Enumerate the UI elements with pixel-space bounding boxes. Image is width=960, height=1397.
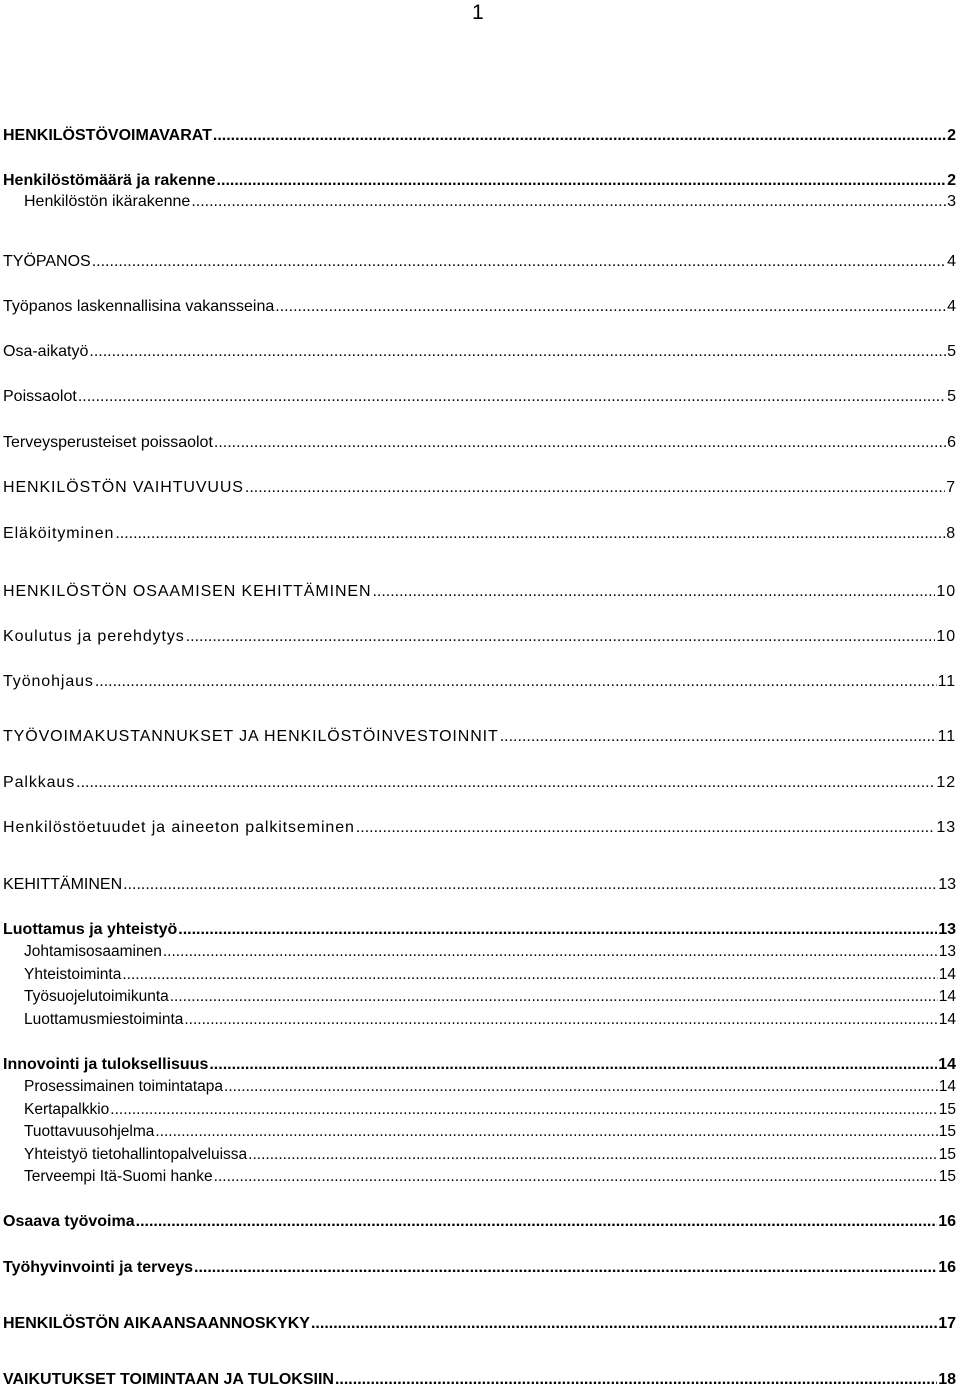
toc-entry[interactable]: [24, 942, 956, 962]
toc-entry-title: VAIKUTUKSET TOIMINTAAN JA TULOKSIIN: [3, 1371, 334, 1388]
toc-entry-title: Henkilöstöetuudet ja aineeton palkitseminen: [3, 819, 355, 836]
toc-entry[interactable]: [3, 672, 956, 692]
toc-entry-title: Henkilöstömäärä ja rakenne: [3, 172, 216, 189]
toc-entry-title: Innovointi ja tuloksellisuus: [3, 1056, 209, 1073]
toc-entry-page: 14: [938, 1011, 956, 1028]
toc-entry[interactable]: [3, 1258, 956, 1278]
toc-entry-title: Luottamusmiestoiminta: [24, 1011, 184, 1028]
toc-entry[interactable]: [24, 1167, 956, 1187]
toc-entry-title: Työpanos laskennallisina vakansseina: [3, 298, 275, 315]
toc-entry[interactable]: [24, 1145, 956, 1165]
toc-dot-leader: [311, 1314, 937, 1334]
toc-entry[interactable]: [3, 342, 956, 362]
toc-entry-title: Kertapalkkio: [24, 1101, 110, 1118]
toc-dot-leader: [213, 126, 946, 146]
toc-entry[interactable]: [24, 1100, 956, 1120]
toc-dot-leader: [170, 987, 938, 1007]
toc-dot-leader: [123, 875, 937, 895]
toc-dot-leader: [178, 920, 937, 940]
toc-entry-title: Henkilöstön ikärakenne: [24, 193, 191, 210]
toc-dot-leader: [115, 524, 945, 544]
toc-entry-page: 2: [947, 127, 956, 144]
toc-entry-page: 18: [938, 1371, 956, 1388]
toc-dot-leader: [191, 192, 946, 212]
toc-entry-page: 10: [936, 583, 956, 600]
toc-dot-leader: [76, 773, 935, 793]
toc-entry-title: Johtamisosaaminen: [24, 943, 162, 960]
toc-entry[interactable]: [3, 478, 956, 498]
toc-entry-title: HENKILÖSTÖN VAIHTUVUUS: [3, 479, 244, 496]
toc-dot-leader: [184, 1010, 937, 1030]
toc-entry[interactable]: [3, 773, 956, 793]
toc-dot-leader: [275, 297, 946, 317]
toc-entry[interactable]: [3, 297, 956, 317]
toc-dot-leader: [155, 1122, 937, 1142]
toc-entry-page: 8: [946, 525, 956, 542]
toc-dot-leader: [224, 1077, 938, 1097]
toc-entry-title: Luottamus ja yhteistyö: [3, 921, 178, 938]
toc-dot-leader: [110, 1100, 937, 1120]
toc-dot-leader: [78, 387, 946, 407]
toc-entry-page: 4: [947, 298, 956, 315]
toc-entry-title: Prosessimainen toimintatapa: [24, 1078, 224, 1095]
toc-entry-title: Työnohjaus: [3, 673, 94, 690]
toc-entry-page: 13: [938, 876, 956, 893]
toc-entry-page: 13: [938, 943, 956, 960]
toc-entry[interactable]: [3, 524, 956, 544]
toc-entry[interactable]: [3, 171, 956, 191]
toc-entry[interactable]: [24, 192, 956, 212]
toc-entry-page: 16: [938, 1213, 956, 1230]
toc-entry-title: Eläköityminen: [3, 525, 115, 542]
toc-entry-page: 4: [947, 253, 956, 270]
toc-dot-leader: [95, 672, 937, 692]
toc-dot-leader: [163, 942, 938, 962]
toc-dot-leader: [500, 727, 937, 747]
toc-entry-page: 11: [937, 673, 956, 690]
toc-entry-page: 11: [937, 728, 956, 745]
toc-entry[interactable]: [3, 1370, 956, 1390]
toc-entry[interactable]: [3, 818, 956, 838]
toc-entry-title: Poissaolot: [3, 388, 77, 405]
toc-dot-leader: [217, 171, 947, 191]
toc-entry-title: Yhteistoiminta: [24, 966, 122, 983]
toc-entry-title: Tuottavuusohjelma: [24, 1123, 155, 1140]
toc-entry[interactable]: [24, 965, 956, 985]
toc-entry-page: 5: [947, 343, 956, 360]
toc-entry-title: Työsuojelutoimikunta: [24, 988, 169, 1005]
toc-entry-title: Yhteistyö tietohallintopalveluissa: [24, 1146, 248, 1163]
toc-entry-title: Palkkaus: [3, 774, 76, 791]
toc-entry[interactable]: [24, 1077, 956, 1097]
toc-entry-page: 5: [947, 388, 956, 405]
toc-entry[interactable]: [3, 433, 956, 453]
toc-entry-title: TYÖVOIMAKUSTANNUKSET JA HENKILÖSTÖINVESTOINNIT: [3, 728, 499, 745]
toc-entry-page: 7: [946, 479, 956, 496]
toc-entry-page: 17: [938, 1315, 956, 1332]
toc-entry-title: Osa-aikatyö: [3, 343, 89, 360]
toc-entry[interactable]: [3, 582, 956, 602]
toc-dot-leader: [356, 818, 936, 838]
toc-entry[interactable]: [3, 920, 956, 940]
toc-entry-page: 14: [938, 966, 956, 983]
toc-entry-page: 10: [936, 628, 956, 645]
toc-dot-leader: [122, 965, 937, 985]
toc-dot-leader: [372, 582, 935, 602]
toc-dot-leader: [245, 478, 945, 498]
toc-entry-title: TYÖPANOS: [3, 253, 91, 270]
toc-entry[interactable]: [3, 875, 956, 895]
toc-entry[interactable]: [3, 1055, 956, 1075]
toc-dot-leader: [335, 1370, 937, 1390]
toc-entry-page: 14: [938, 1056, 956, 1073]
toc-entry[interactable]: [3, 1314, 956, 1334]
toc-entry-title: Osaava työvoima: [3, 1213, 135, 1230]
toc-entry-page: 3: [947, 193, 956, 210]
toc-entry-page: 15: [938, 1146, 956, 1163]
toc-dot-leader: [89, 342, 946, 362]
toc-entry[interactable]: [3, 727, 956, 747]
toc-entry-page: 14: [938, 1078, 956, 1095]
toc-entry[interactable]: [3, 1212, 956, 1232]
toc-entry-page: 2: [947, 172, 956, 189]
toc-entry[interactable]: [3, 387, 956, 407]
toc-entry-page: 12: [936, 774, 956, 791]
toc-entry[interactable]: [3, 126, 956, 146]
toc-entry-page: 13: [936, 819, 956, 836]
page-number: 1: [472, 1, 484, 24]
toc-entry[interactable]: [24, 987, 956, 1007]
toc-dot-leader: [194, 1258, 937, 1278]
toc-entry-page: 15: [938, 1123, 956, 1140]
toc-entry-title: HENKILÖSTÖN AIKAANSAANNOSKYKY: [3, 1315, 310, 1332]
toc-entry[interactable]: [24, 1122, 956, 1142]
toc-entry-page: 15: [938, 1168, 956, 1185]
toc-entry-page: 15: [938, 1101, 956, 1118]
toc-entry[interactable]: [3, 627, 956, 647]
toc-entry-title: Työhyvinvointi ja terveys: [3, 1259, 193, 1276]
toc-dot-leader: [209, 1055, 937, 1075]
toc-dot-leader: [248, 1145, 938, 1165]
toc-entry[interactable]: [24, 1010, 956, 1030]
toc-dot-leader: [92, 252, 946, 272]
toc-entry-title: Terveysperusteiset poissaolot: [3, 434, 213, 451]
toc-entry-page: 16: [938, 1259, 956, 1276]
toc-entry-page: 13: [938, 921, 956, 938]
toc-entry-title: HENKILÖSTÖVOIMAVARAT: [3, 127, 212, 144]
toc-entry-page: 6: [947, 434, 956, 451]
toc-entry-title: KEHITTÄMINEN: [3, 876, 123, 893]
toc-entry-title: Terveempi Itä-Suomi hanke: [24, 1168, 213, 1185]
toc-entry-page: 14: [938, 988, 956, 1005]
toc-entry-title: HENKILÖSTÖN OSAAMISEN KEHITTÄMINEN: [3, 583, 372, 600]
toc-entry-title: Koulutus ja perehdytys: [3, 628, 185, 645]
toc-entry[interactable]: [3, 252, 956, 272]
toc-dot-leader: [214, 433, 946, 453]
toc-dot-leader: [214, 1167, 938, 1187]
toc-dot-leader: [136, 1212, 938, 1232]
toc-dot-leader: [186, 627, 936, 647]
